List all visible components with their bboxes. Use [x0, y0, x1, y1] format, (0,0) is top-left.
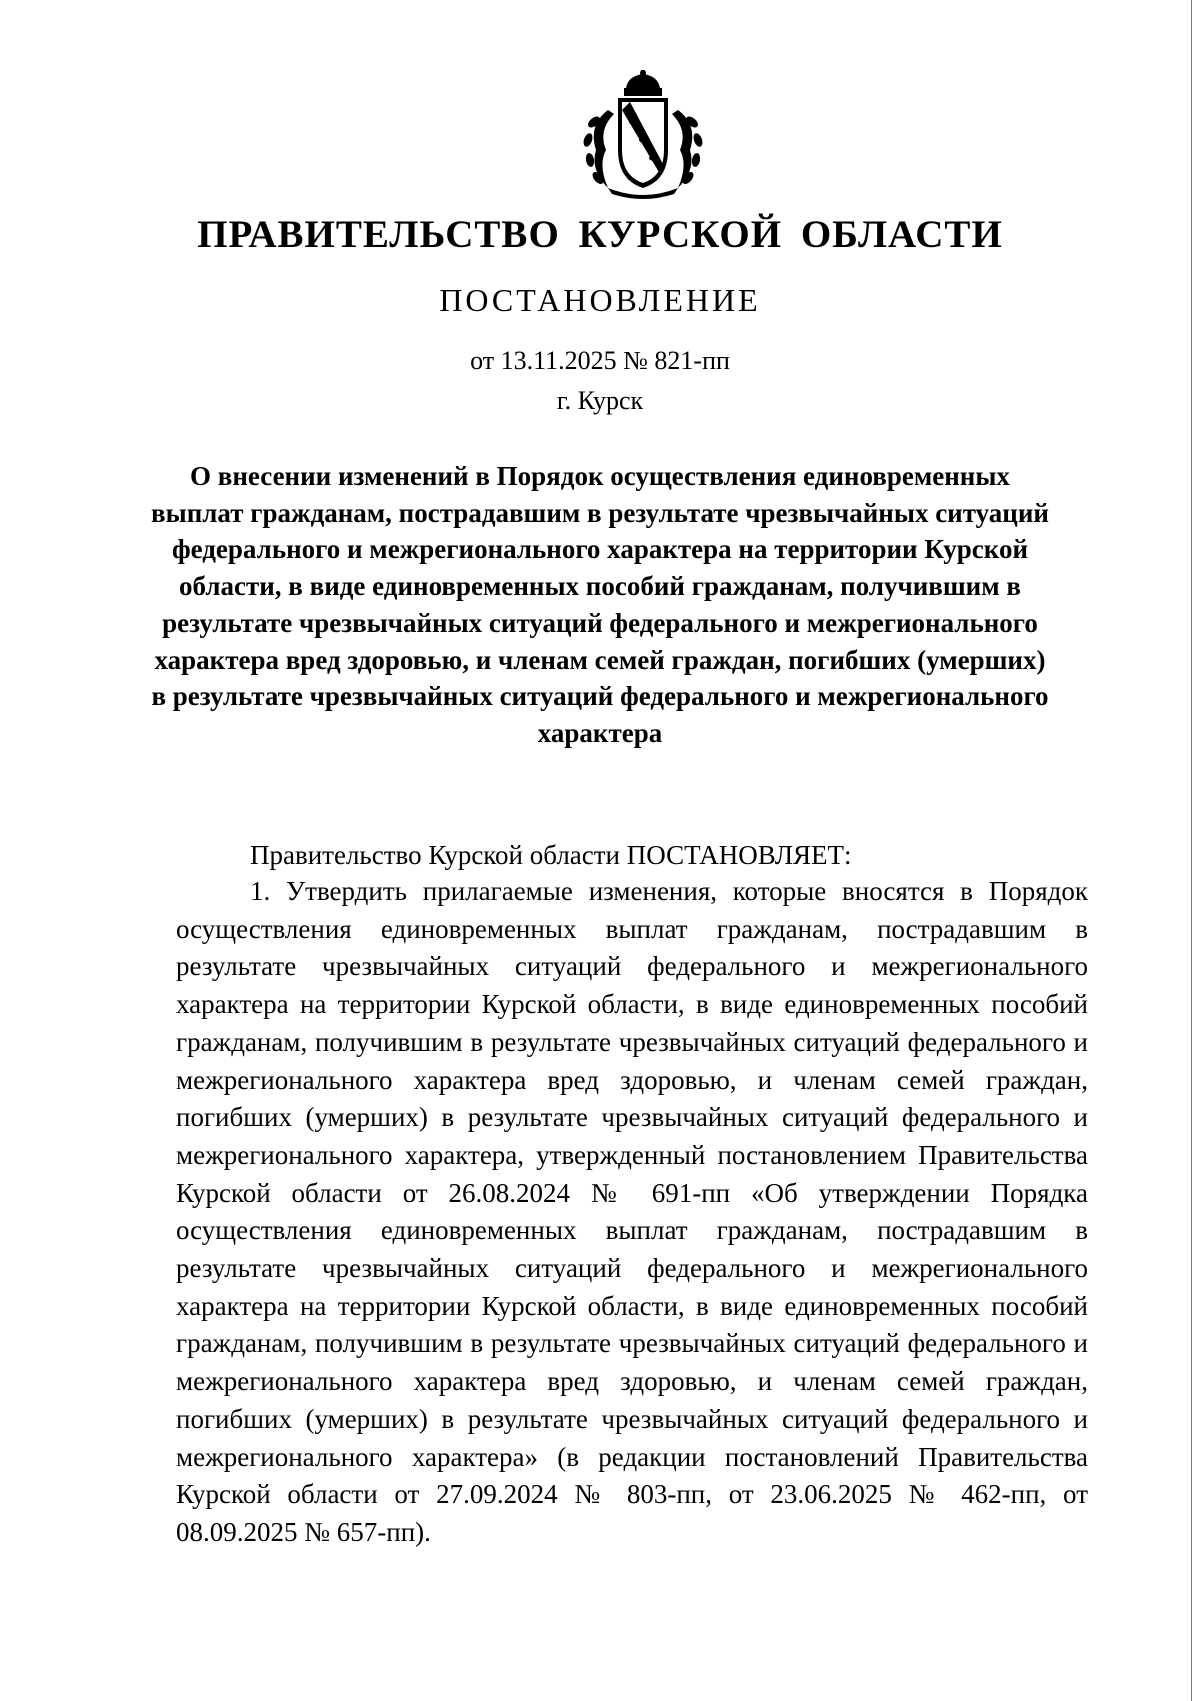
document-city: г. Курск: [556, 386, 644, 415]
document-type: ПОСТАНОВЛЕНИЕ: [439, 282, 761, 318]
paragraph-1: [176, 873, 1088, 1552]
paragraph-1-text: 1. Утвердить прилагаемые изменения, которые вносятся в Порядок осуществления единовременных выплат гражданам, пострадавшим в результате чрезвычайных ситуаций федерального и межрегионального характера на территории Курской области, в виде единовременных пособий гражданам, получившим в результате чрезвычайных ситуаций федерального и межрегионального характера вред здоровью, и членам семей граждан, погибших (умерших) в результате чрезвычайных ситуаций федерального и межрегионального характера, утвержденный постановлением Правительства Курской области от 26.08.2024 № 691-пп «Об утверждении Порядка осуществления единовременных выплат гражданам, пострадавшим в результате чрезвычайных ситуаций федерального и межрегионального характера на территории Курской области, в виде единовременных пособий гражданам, получившим в результате чрезвычайных ситуаций федерального и межрегионального характера вред здоровью, и членам семей граждан, погибших (умерших) в результате чрезвычайных ситуаций федерального и межрегионального характера» (в редакции постановлений Правительства Курской области от 27.09.2024 № 803-пп, от 23.06.2025 № 462-пп, от 08.09.2025 № 657-пп).: [176, 876, 1088, 1547]
preamble: Правительство Курской области ПОСТАНОВЛЯЕТ:: [250, 840, 852, 870]
document-number: от 13.11.2025 № 821-пп: [470, 346, 730, 375]
document-heading: О внесении изменений в Порядок осуществления единовременных выплат гражданам, пострадавшим в результате чрезвычайных ситуаций федерального и межрегионального характера на территории Курской области, в виде единовременных пособий гражданам, получившим в результате чрезвычайных ситуаций федерального и межрегионального характера вред здоровью, и членам семей граждан, погибших (умерших) в результате чрезвычайных ситуаций федерального и межрегионального характера: [151, 461, 1049, 748]
kursk-coat-of-arms-icon: [568, 70, 718, 200]
organization-title: ПРАВИТЕЛЬСТВО КУРСКОЙ ОБЛАСТИ: [197, 213, 1003, 256]
